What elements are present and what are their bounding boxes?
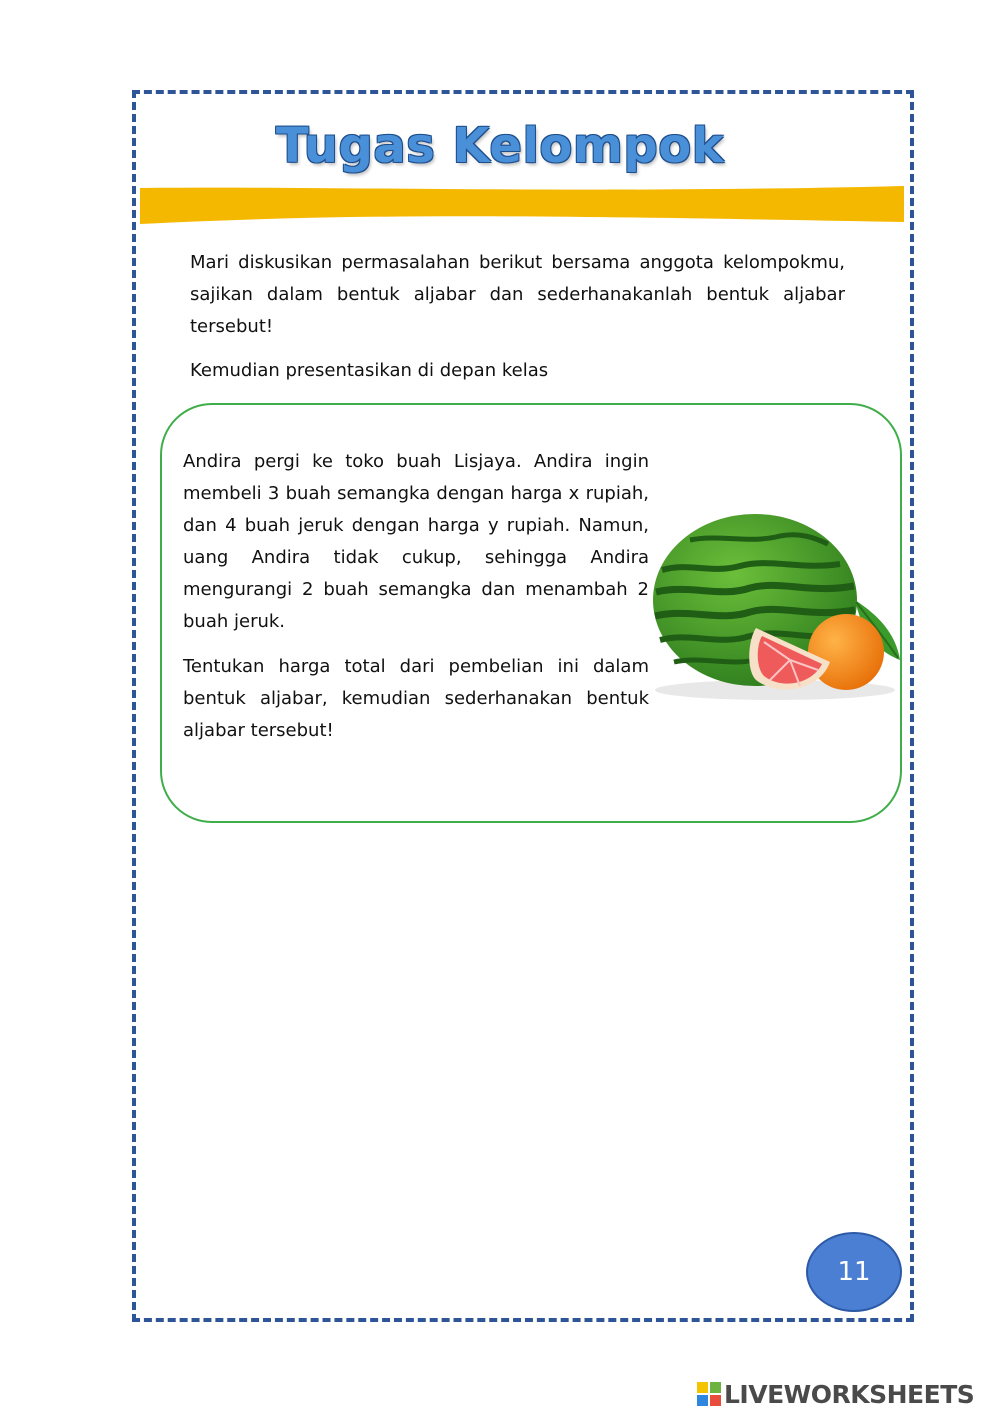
problem-text [183,446,649,747]
page-number-badge: 11 [806,1232,902,1312]
intro-section [190,247,845,387]
yellow-swoosh-divider [140,182,904,226]
problem-story: Andira pergi ke toko buah Lisjaya. Andira ingin membeli 3 buah semangka dengan harga x rupiah, dan 4 buah jeruk dengan harga y rupiah. Namun, uang Andira tidak cukup, sehingga Andira mengurangi 2 buah semangka dan menambah 2 buah jeruk. [183,451,649,632]
presentation-text: Kemudian presentasikan di depan kelas [190,360,549,381]
problem-question: Tentukan harga total dari pembelian ini dalam bentuk aljabar, kemudian sederhanakan bentuk aljabar tersebut! [183,656,649,741]
footer-logo [697,1378,974,1410]
page-title: Tugas Kelompok [275,118,725,174]
liveworksheets-brand: LIVEWORKSHEETS [724,1379,975,1409]
instruction-text: Mari diskusikan permasalahan berikut bersama anggota kelompokmu, sajikan dalam bentuk aljabar dan sederhanakanlah bentuk aljabar tersebut! [190,252,845,337]
watermelon-orange-grapefruit-icon [650,510,905,705]
liveworksheets-logo-icon [697,1382,721,1406]
